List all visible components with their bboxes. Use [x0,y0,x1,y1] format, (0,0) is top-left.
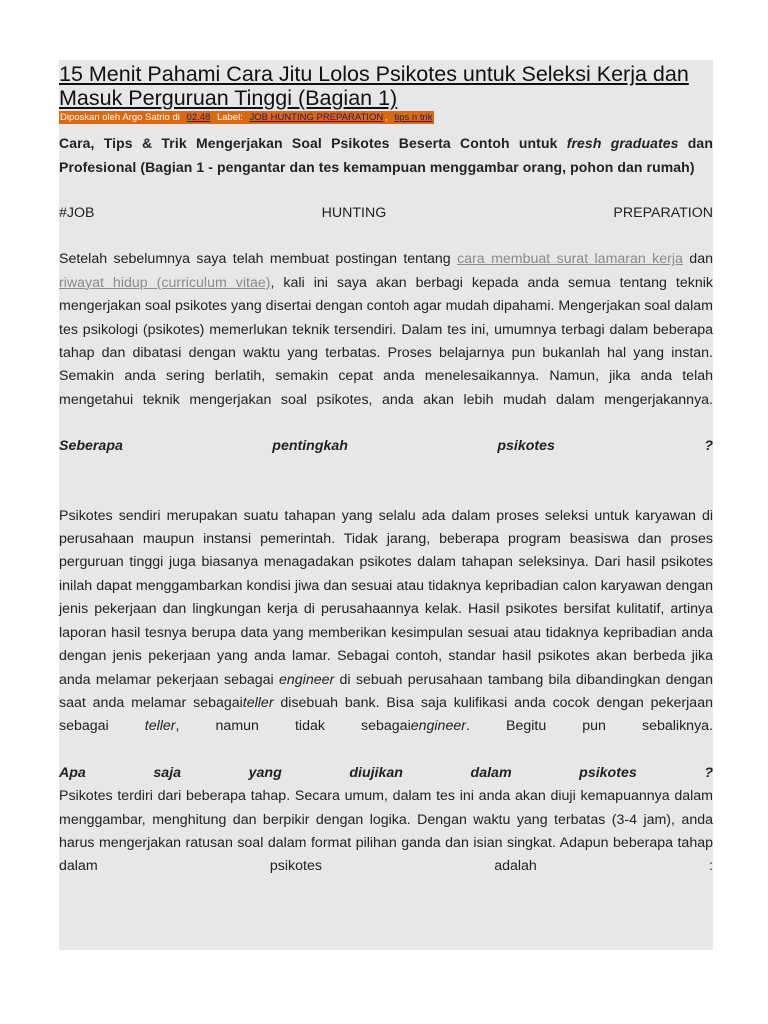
link-riwayat-hidup[interactable]: riwayat hidup (curriculum vitae) [59,274,271,291]
post-title: 15 Menit Pahami Cara Jitu Lolos Psikotes untuk Seleksi Kerja dan Masuk Perguruan Tinggi (Bagian 1) [59,62,689,110]
meta-author: Diposkan oleh Argo Satrio di [60,112,180,123]
meta-label-link-1[interactable]: JOB HUNTING PREPARATION [249,112,384,123]
meta-label-prefix: Label: [216,112,243,123]
link-surat-lamaran[interactable]: cara membuat surat lamaran kerja [457,251,683,268]
post-meta [59,111,713,124]
meta-time-link[interactable]: 02.48 [186,112,211,123]
hashtag-line: #JOB HUNTING PREPARATION [59,205,713,221]
document-page [59,60,713,950]
meta-label-link-2[interactable]: tips n trik [394,112,433,123]
heading-seberapa-penting: Seberapa pentingkah psikotes ? [59,438,713,455]
meta-sep: , [385,112,388,123]
heading-apa-diujikan: Apa saja yang diujikan dalam psikotes ? [59,764,713,781]
intro-emphasis: fresh graduates [566,135,679,151]
paragraph-2: Psikotes sendiri merupakan suatu tahapan yang selalu ada dalam proses seleksi untuk karyawan di perusahaan maupun instansi pemerintah. Tidak jarang, beberapa program beasiswa dan proses perguruan tinggi juga biasanya menagadakan psikotes dalam tahapan seleksinya. Dari hasil psikotes inilah dapat menggambarkan kondisi jiwa dan sesuai atau tidaknya kepribadian calon karyawan dengan jenis pekerjaan dan lingkungan kerja di perusahaannya kelak. Hasil psikotes bersifat kulitatif, artinya laporan hasil tesnya berupa data yang memberikan kesimpulan sesuai atau tidaknya kepribadian anda dengan jenis pekerjaan yang anda lamar. Sebagai contoh, standar hasil psikotes akan berbeda jika anda melamar pekerjaan sebagai engineer di sebuah perusahaan tambang bila dibandingkan dengan saat anda melamar sebagaiteller disebuah bank. Bisa saja kulifikasi anda cocok dengan pekerjaan sebagai teller, namun tidak sebagaiengineer. Begitu pun sebaliknya. [59,507,713,735]
intro-paragraph: Cara, Tips & Trik Mengerjakan Soal Psikotes Beserta Contoh untuk fresh graduates dan Profesional (Bagian 1 - pengantar dan tes kemampuan menggambar orang, pohon dan rumah) [59,135,713,175]
paragraph-1: Setelah sebelumnya saya telah membuat postingan tentang cara membuat surat lamaran kerja dan riwayat hidup (curriculum vitae), kali ini saya akan berbagi kepada anda semua tentang teknik mengerjakan soal psikotes yang disertai dengan contoh agar mudah dipahami. Mengerjakan soal dalam tes psikologi (psikotes) memerlukan teknik tersendiri. Dalam tes ini, umumnya terbagi dalam beberapa tahap dan dibatasi dengan waktu yang terbatas. Proses belajarnya pun bukanlah hal yang instan. Semakin anda sering berlatih, semakin cepat anda menelesaikannya. Namun, jika anda telah mengetahui teknik mengerjakan soal psikotes, anda akan lebih mudah dalam mengerjakannya. [59,251,713,408]
paragraph-3: Psikotes terdiri dari beberapa tahap. Secara umum, dalam tes ini anda akan diuji kemapuannya dalam menggambar, menghitung dan berpikir dengan logika. Dengan waktu yang terbatas (3-4 jam), anda harus mengerjakan ratusan soal dalam format pilihan ganda dan isian singkat. Adapun beberapa tahap dalam psikotes adalah : [59,788,713,875]
